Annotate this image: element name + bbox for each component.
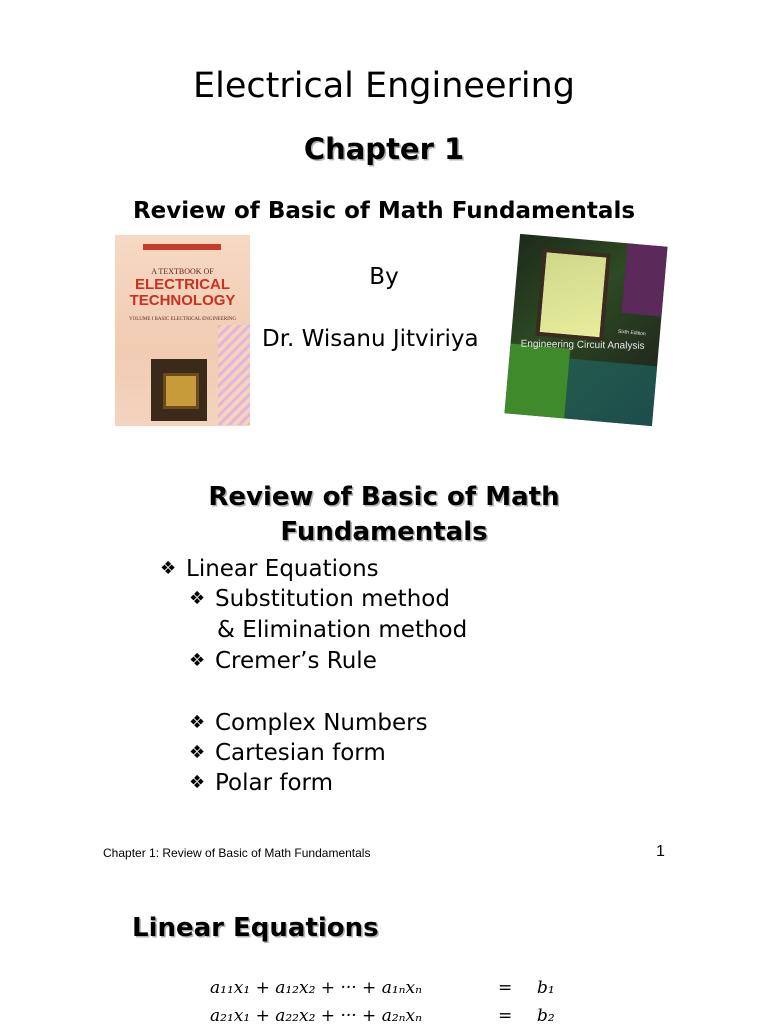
book1-volume: VOLUME I BASIC ELECTRICAL ENGINEERING xyxy=(128,317,237,322)
list-item xyxy=(160,554,379,584)
slide3-title: Linear Equations xyxy=(132,913,379,943)
microchip-image xyxy=(151,359,207,421)
diamond-bullet-icon: ❖ xyxy=(189,742,206,763)
slide2-title xyxy=(0,480,768,550)
book1-title-line2: TECHNOLOGY xyxy=(129,292,236,309)
slide2-title-line1: Review of Basic of Math xyxy=(208,482,560,512)
chapter-heading: Chapter 1 xyxy=(303,132,465,166)
equation-1-left: a₁₁x₁ + a₁₂x₂ + ··· + a₁ₙxₙ xyxy=(210,978,423,998)
book1-title-line1: ELECTRICAL xyxy=(135,276,230,293)
book1-small-title: A TEXTBOOK OF xyxy=(151,267,214,276)
diamond-bullet-icon: ❖ xyxy=(189,650,206,671)
list-item-label: Polar form xyxy=(215,770,333,796)
book1-main-title xyxy=(115,277,250,309)
list-item-label: Complex Numbers xyxy=(215,710,428,736)
equation-2-equals: = xyxy=(498,1006,513,1026)
author-name: Dr. Wisanu Jitviriya xyxy=(262,326,479,352)
page-number: 1 xyxy=(656,843,665,860)
page-title: Electrical Engineering xyxy=(193,66,575,106)
chapter-subtitle: Review of Basic of Math Fundamentals xyxy=(132,198,636,224)
list-item-continuation: & Elimination method xyxy=(217,617,468,643)
slide-footer: Chapter 1: Review of Basic of Math Fundamentals xyxy=(103,846,371,860)
equation-1-right: b₁ xyxy=(537,978,555,998)
engineering-circuit-analysis-book-cover xyxy=(504,234,667,426)
book2-title: Engineering Circuit Analysis xyxy=(520,338,645,352)
book2-edition: Sixth Edition xyxy=(617,328,646,338)
diamond-bullet-icon: ❖ xyxy=(160,558,177,579)
diamond-bullet-icon: ❖ xyxy=(189,712,206,733)
list-item-label: Substitution method xyxy=(215,586,450,612)
slide2-title-line2: Fundamentals xyxy=(280,517,488,547)
list-item-label: Linear Equations xyxy=(186,556,379,582)
equation-2-right: b₂ xyxy=(537,1006,555,1026)
diamond-bullet-icon: ❖ xyxy=(189,772,206,793)
list-item xyxy=(189,768,333,798)
list-item-label: Cremer’s Rule xyxy=(215,648,377,674)
list-item xyxy=(189,738,386,768)
diamond-bullet-icon: ❖ xyxy=(189,588,206,609)
by-label: By xyxy=(369,264,399,290)
list-item xyxy=(189,708,428,738)
list-item-label: Cartesian form xyxy=(215,740,386,766)
equation-2-left: a₂₁x₁ + a₂₂x₂ + ··· + a₂ₙxₙ xyxy=(210,1006,423,1026)
list-item xyxy=(189,584,450,614)
list-item xyxy=(189,646,377,676)
equation-1-equals: = xyxy=(498,978,513,998)
electrical-technology-book-cover xyxy=(115,235,250,426)
